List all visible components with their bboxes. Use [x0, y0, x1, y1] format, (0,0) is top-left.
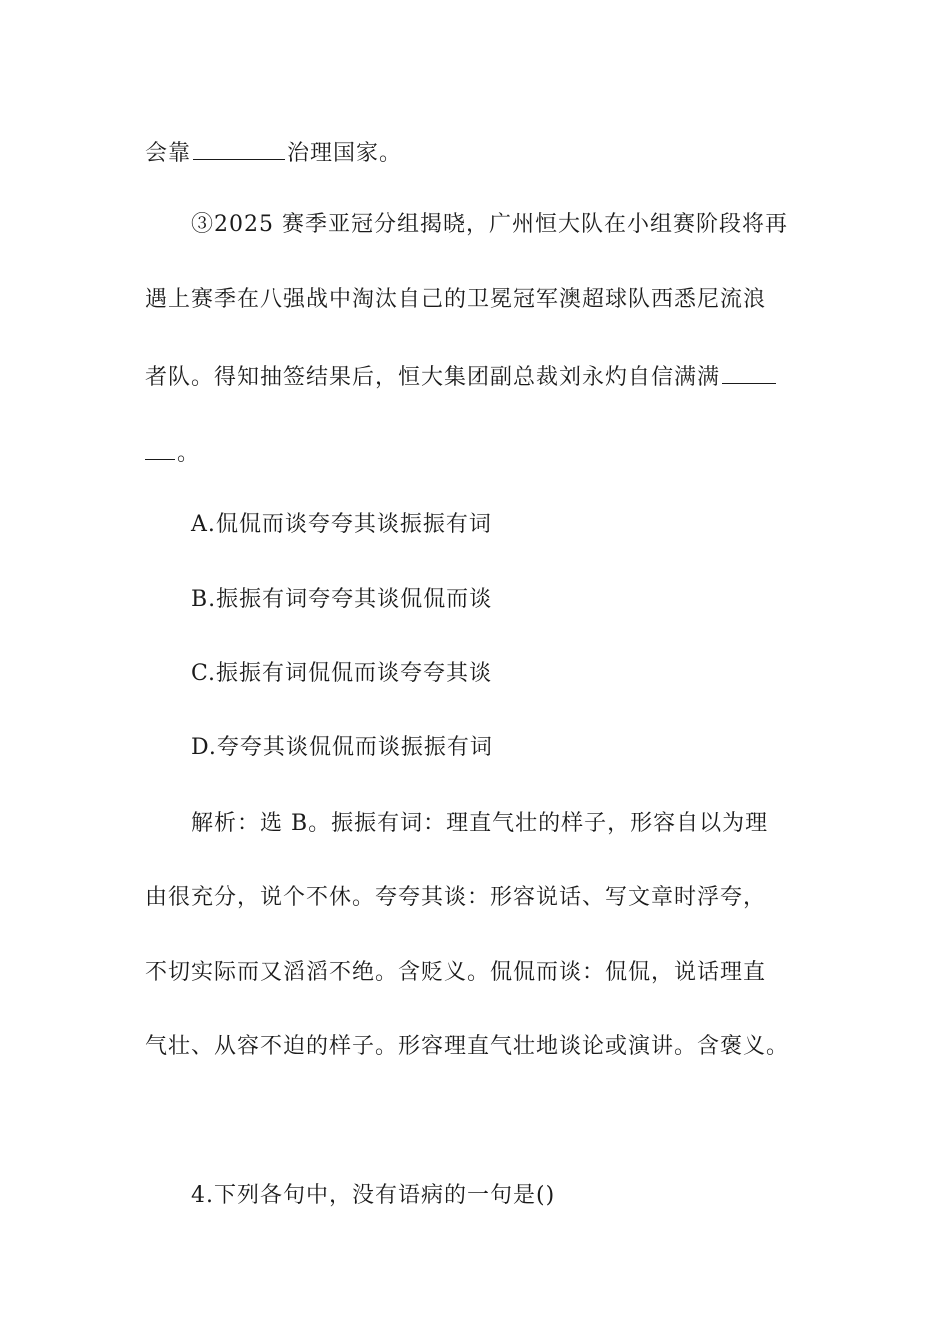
question-4: 4.下列各句中，没有语病的一句是(): [191, 1183, 556, 1208]
option-d: D.夸夸其谈侃侃而谈振振有词: [191, 735, 493, 760]
text-line-4: [145, 361, 778, 393]
analysis-line-1: 解析：选 B。振振有词：理直气壮的样子，形容自以为理: [191, 811, 769, 836]
text-line-1: [145, 137, 402, 169]
analysis-line-4: 气壮、从容不迫的样子。形容理直气壮地谈论或演讲。含褒义。: [145, 1034, 790, 1059]
option-a: A.侃侃而谈夸夸其谈振振有词: [191, 512, 492, 537]
option-b: B.振振有词夸夸其谈侃侃而谈: [191, 587, 493, 612]
fill-blank: [722, 361, 776, 384]
text-fragment: 。: [177, 441, 201, 466]
analysis-line-3: 不切实际而又滔滔不绝。含贬义。侃侃而谈：侃侃，说话理直: [145, 960, 767, 985]
analysis-line-2: 由很充分，说个不休。夸夸其谈：形容说话、写文章时浮夸，: [145, 885, 767, 910]
text-line-5: [145, 437, 200, 469]
text-line-3: 遇上赛季在八强战中淘汰自己的卫冕冠军澳超球队西悉尼流浪: [145, 287, 767, 312]
fill-blank: [193, 137, 285, 160]
text-fragment: 会靠: [145, 141, 192, 166]
text-fragment: 者队。得知抽签结果后，恒大集团副总裁刘永灼自信满满: [145, 365, 721, 390]
fill-blank: [145, 437, 175, 460]
text-line-2: ③2025 赛季亚冠分组揭晓，广州恒大队在小组赛阶段将再: [191, 212, 788, 237]
text-fragment: 治理国家。: [287, 141, 403, 166]
option-c: C.振振有词侃侃而谈夸夸其谈: [191, 661, 493, 686]
